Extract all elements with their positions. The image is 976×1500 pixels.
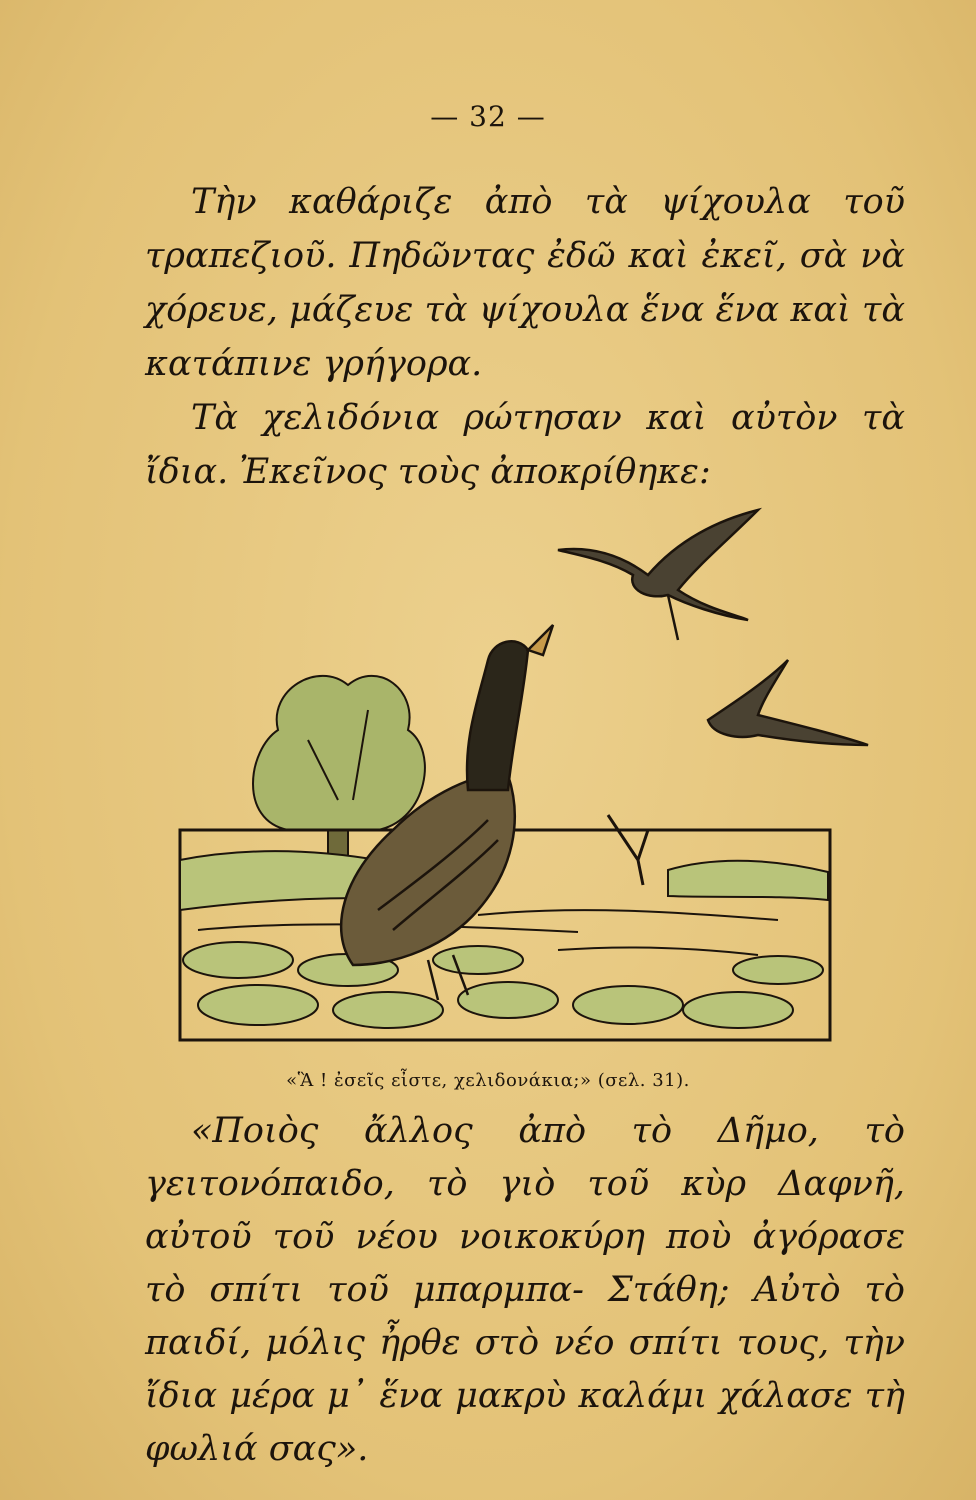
- paragraph-2: Τὰ χελιδόνια ρώτησαν καὶ αὐτὸν τὰ ἴδια. Ἐκεῖνος τοὺς ἀποκρίθηκε:: [145, 398, 905, 492]
- ground-drawing: [180, 851, 828, 1028]
- page-number: — 32 —: [430, 100, 546, 133]
- twig-drawing: [608, 815, 648, 885]
- illustration-caption: «Ἃ ! ἐσεῖς εἶστε, χελιδονάκια;» (σελ. 31).: [286, 1070, 690, 1091]
- swallow-upper-drawing: [558, 510, 758, 640]
- swallow-lower-drawing: [708, 660, 868, 745]
- paragraph-1: Τὴν καθάριζε ἀπὸ τὰ ψίχουλα τοῦ τραπεζιοῦ. Πηδῶντας ἐδῶ καὶ ἐκεῖ, σὰ νὰ χόρευε, μάζευε τὰ ψίχουλα ἕνα ἕνα καὶ τὰ κατάπινε γρήγορα.: [145, 182, 905, 384]
- text-top: [145, 175, 905, 499]
- text-bottom: [145, 1105, 905, 1476]
- goose-and-swallows-illustration: [178, 500, 898, 1060]
- paragraph-3: «Ποιὸς ἄλλος ἀπὸ τὸ Δῆμο, τὸ γειτονόπαιδο, τὸ γιὸ τοῦ κὺρ Δαφνῆ, αὐτοῦ τοῦ νέου νοικοκύρη ποὺ ἀγόρασε τὸ σπίτι τοῦ μπαρμπα- Στάθη; Αὐτὸ τὸ παιδί, μόλις ἦρθε στὸ νέο σπίτι τους, τὴν ἴδια μέρα μ᾽ ἕνα μακρὺ καλάμι χάλασε τὴ φωλιά σας».: [145, 1111, 905, 1469]
